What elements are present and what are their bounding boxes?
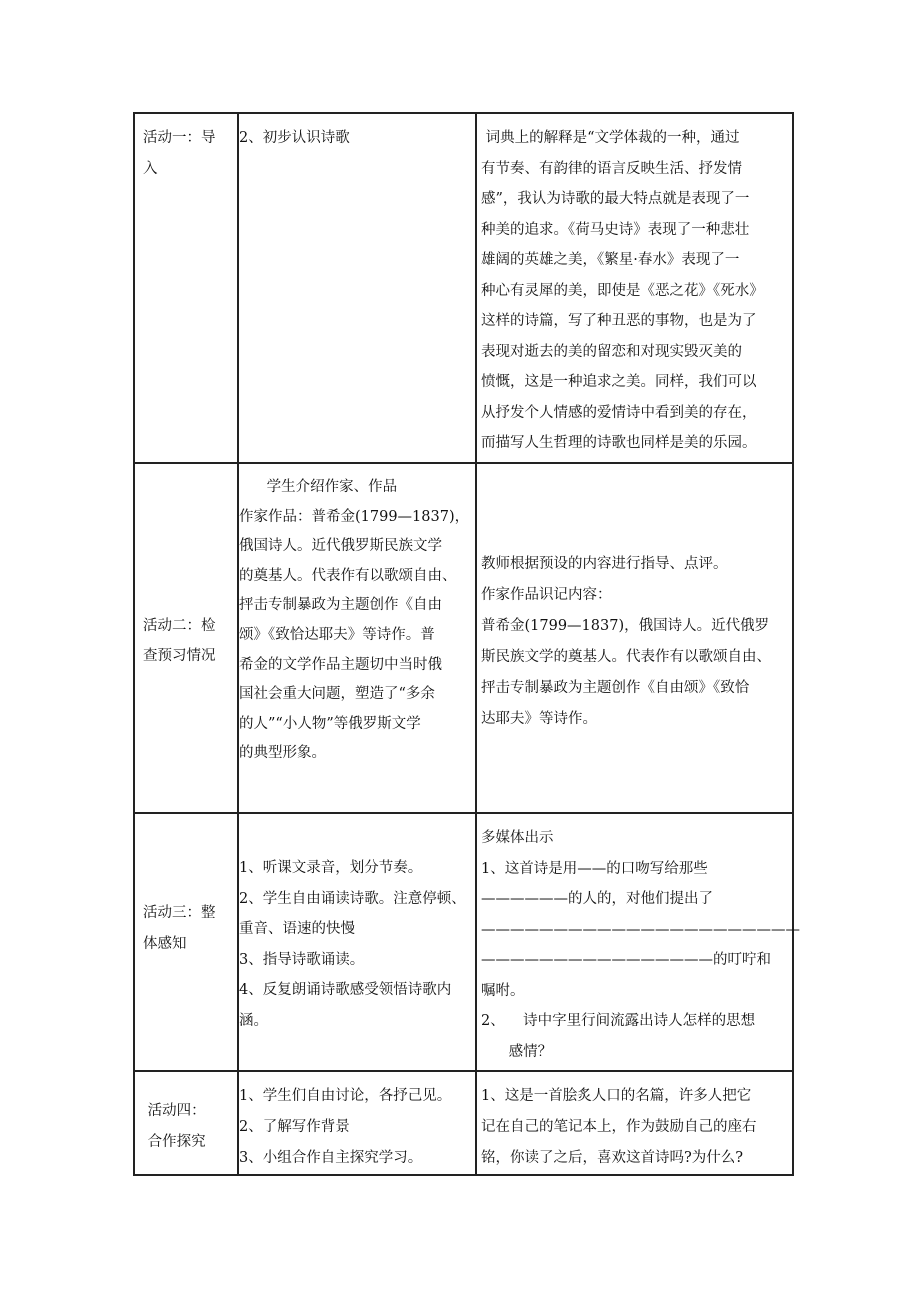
text-line: 入 — [143, 160, 158, 177]
text-line: 从抒发个人情感的爱情诗中看到美的存在， — [481, 404, 757, 421]
text-line: 合作探究 — [143, 1134, 206, 1150]
text-line: 1、学生们自由讨论，各抒己见。 — [239, 1088, 452, 1104]
activity-cell — [143, 1096, 206, 1158]
text-line: 1、这是一首脍炙人口的名篇，许多人把它 — [481, 1088, 752, 1104]
text-line: 2、学生自由诵读诗歌。注意停顿、 — [239, 890, 466, 907]
text-line: 国社会重大问题，塑造了“多余 — [239, 686, 435, 703]
text-line: 的典型形象。 — [239, 745, 326, 762]
teacher-cell — [481, 549, 771, 735]
text-line: 俄国诗人。近代俄罗斯民族文学 — [239, 538, 442, 555]
text-line: 4、反复朗诵诗歌感受领悟诗歌内 — [239, 982, 452, 998]
text-line: 铭，你读了之后，喜欢这首诗吗?为什么? — [481, 1150, 744, 1166]
text-line: 作家作品识记内容： — [481, 587, 612, 603]
text-line: 的人”“小人物”等俄罗斯文学 — [239, 715, 421, 732]
student-cell — [239, 1081, 451, 1174]
text-line: 颂》《致恰达耶夫》等诗作。普 — [239, 626, 435, 643]
text-line: 重音、语速的快慢 — [239, 921, 355, 937]
text-line: 1、这首诗是用——的口吻写给那些 — [481, 860, 708, 877]
text-line: 嘱咐。 — [481, 982, 525, 999]
text-line: 感”，我认为诗歌的最大特点就是表现了一 — [481, 191, 750, 207]
text-line: 达耶夫》等诗作。 — [481, 711, 597, 727]
text-line: 斯民族文学的奠基人。代表作有以歌颂自由、 — [481, 649, 771, 665]
table-border-vertical — [475, 112, 477, 1176]
text-line: 记在自己的笔记本上，作为鼓励自己的座右 — [481, 1119, 757, 1135]
text-line: 学生介绍作家、作品 — [239, 479, 398, 495]
activity-cell — [143, 612, 216, 671]
teacher-cell — [481, 823, 800, 1067]
text-line: 3、小组合作自主探究学习。 — [239, 1150, 423, 1166]
text-line: 活动二：检 — [143, 618, 216, 634]
text-line: ————————————————的叮咛和 — [481, 952, 771, 968]
text-line: 种心有灵犀的美，即使是《恶之花》《死水》 — [481, 282, 764, 299]
text-line: 活动一：导 — [143, 130, 216, 146]
table-border-horizontal — [133, 812, 794, 814]
text-line: 而描写人生哲理的诗歌也同样是美的乐园。 — [481, 435, 757, 451]
text-line: 雄阔的英雄之美，《繁星·春水》表现了一 — [481, 252, 740, 268]
text-line: 抨击专制暴政为主题创作《自由 — [239, 597, 442, 614]
text-line: 表现对逝去的美的留恋和对现实毁灭美的 — [481, 343, 742, 360]
activity-cell — [143, 898, 216, 959]
text-line: 普希金(1799—1837)，俄国诗人。近代俄罗 — [481, 618, 770, 634]
activity-cell — [143, 123, 216, 184]
text-line: —————————————————————— — [481, 921, 800, 938]
text-line: 2、初步认识诗歌 — [239, 130, 350, 146]
text-line: 1、听课文录音，划分节奏。 — [239, 860, 423, 876]
text-line: 感情？ — [481, 1043, 553, 1060]
table-border-horizontal — [133, 1070, 794, 1072]
text-line: 的奠基人。代表作有以歌颂自由、 — [239, 567, 457, 584]
text-line: 多媒体出示 — [481, 830, 554, 846]
table-border-vertical — [133, 112, 135, 1176]
text-line: 种美的追求。《荷马史诗》表现了一种悲壮 — [481, 221, 750, 238]
student-cell — [239, 853, 466, 1036]
text-line: 活动三：整 — [143, 905, 216, 921]
text-line: 教师根据预设的内容进行指导、点评。 — [481, 556, 728, 572]
teacher-cell — [481, 123, 764, 459]
table-border-horizontal — [133, 1174, 794, 1176]
text-line: 有节奏、有韵律的语言反映生活、抒发情 — [481, 160, 742, 177]
text-line: ——————的人的，对他们提出了 — [481, 891, 713, 907]
student-cell — [239, 123, 350, 154]
text-line: 2、了解写作背景 — [239, 1119, 350, 1135]
text-line: 这样的诗篇，写了种丑恶的事物，也是为了 — [481, 313, 757, 329]
table-border-horizontal — [133, 462, 794, 464]
text-line: 查预习情况 — [143, 647, 216, 664]
text-line: 体感知 — [143, 935, 187, 952]
student-cell — [239, 473, 469, 769]
text-line: 愤慨，这是一种追求之美。同样，我们可以 — [481, 374, 757, 390]
text-line: 抨击专制暴政为主题创作《自由颂》《致恰 — [481, 680, 750, 696]
teacher-cell — [481, 1081, 757, 1174]
text-line: 词典上的解释是“文学体裁的一种，通过 — [481, 130, 740, 146]
text-line: 3、指导诗歌诵读。 — [239, 951, 365, 968]
text-line: 希金的文学作品主题切中当时俄 — [239, 656, 442, 673]
text-line: 作家作品：普希金(1799—1837)， — [239, 508, 470, 525]
text-line: 2、 诗中字里行间流露出诗人怎样的思想 — [481, 1013, 756, 1029]
table-border-horizontal — [133, 112, 794, 114]
text-line: 活动四： — [143, 1103, 206, 1119]
text-line: 涵。 — [239, 1012, 268, 1029]
